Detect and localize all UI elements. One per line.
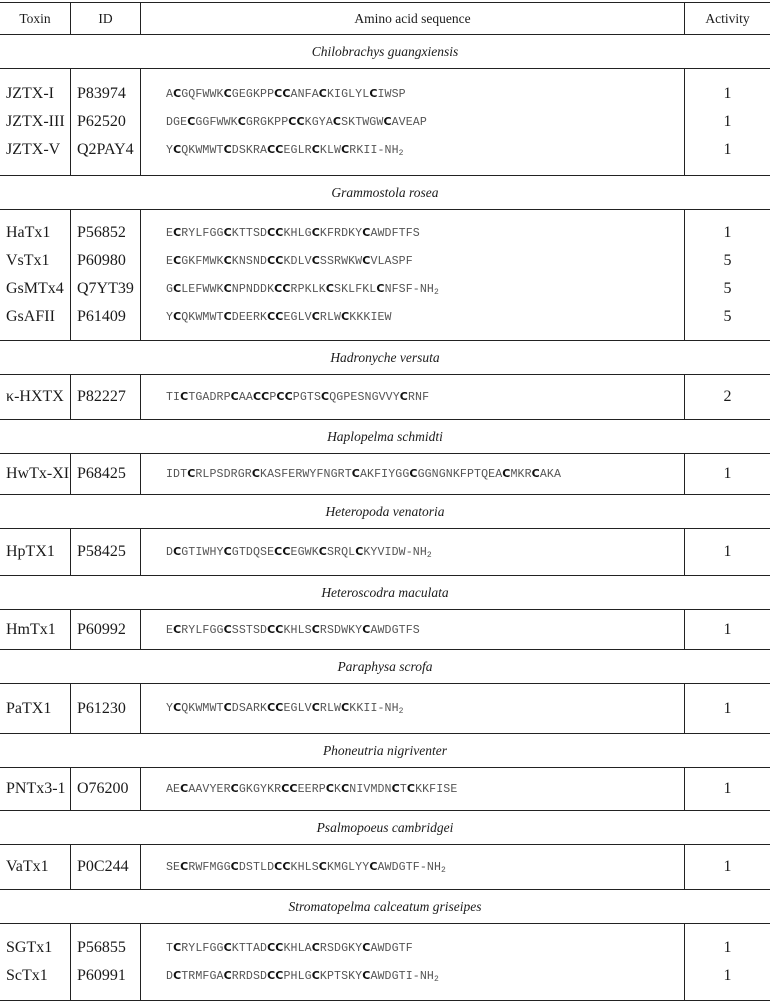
amino-acid-sequence bbox=[166, 80, 684, 108]
uniprot-id: P56852 bbox=[77, 224, 126, 241]
amino-acid-sequence bbox=[166, 219, 684, 247]
uniprot-id: P60991 bbox=[77, 967, 126, 984]
toxin-column bbox=[0, 375, 71, 419]
activity-value: 1 bbox=[723, 85, 732, 102]
sequence-text: DGECGGFWWKCGRGKPPCCKGYACSKTWGWCAVEAP bbox=[166, 115, 427, 129]
uniprot-id: P60992 bbox=[77, 620, 126, 638]
activity-value: 2 bbox=[723, 388, 732, 405]
uniprot-id: P58425 bbox=[77, 543, 126, 560]
species-group-header: Haplopelma schmidti bbox=[0, 420, 770, 454]
sequence-text: TCRYLFGGCKTTADCCKHLACRSDGKYCAWDGTF bbox=[166, 941, 413, 955]
toxin-name: κ-HXTX bbox=[6, 388, 64, 405]
uniprot-id: P61409 bbox=[77, 308, 126, 325]
toxin-name: ScTx1 bbox=[6, 967, 48, 984]
activity-value: 1 bbox=[723, 113, 732, 130]
sequence-column bbox=[141, 454, 685, 494]
toxin-column bbox=[0, 69, 71, 175]
toxin-column bbox=[0, 529, 71, 575]
sequence-column bbox=[141, 924, 685, 1000]
amino-acid-sequence bbox=[166, 538, 684, 566]
uniprot-id: O76200 bbox=[77, 780, 129, 797]
activity-column bbox=[685, 69, 770, 175]
species-group-header: Heteroscodra maculata bbox=[0, 576, 770, 610]
table-body bbox=[0, 35, 770, 1001]
species-group-header: Grammostola rosea bbox=[0, 176, 770, 210]
sequence-text: ECRYLFGGCSSTSDCCKHLSCRSDWKYCAWDGTFS bbox=[166, 622, 420, 637]
toxin-column bbox=[0, 924, 71, 1000]
amino-acid-sequence bbox=[166, 108, 684, 136]
activity-value: 5 bbox=[723, 308, 732, 325]
species-group-header: Chilobrachys guangxiensis bbox=[0, 35, 770, 69]
species-group-rows bbox=[0, 610, 770, 650]
species-group-header: Hadronyche versuta bbox=[0, 341, 770, 375]
sequence-text: DCTRMFGACRRDSDCCPHLGCKPTSKYCAWDGTI-$NH_2$ bbox=[166, 968, 439, 984]
activity-column bbox=[685, 924, 770, 1000]
activity-value: 1 bbox=[723, 465, 732, 482]
species-group-header: Phoneutria nigriventer bbox=[0, 734, 770, 768]
toxin-name: JZTX-I bbox=[6, 85, 54, 102]
sequence-column bbox=[141, 210, 685, 340]
id-column bbox=[71, 529, 141, 575]
amino-acid-sequence bbox=[166, 962, 684, 990]
toxin-column bbox=[0, 684, 71, 733]
species-group-header: Heteropoda venatoria bbox=[0, 495, 770, 529]
sequence-text: ACGQFWWKCGEGKPPCCANFACKIGLYLCIWSP bbox=[166, 87, 406, 101]
sequence-column bbox=[141, 684, 685, 733]
id-column bbox=[71, 845, 141, 889]
id-column bbox=[71, 768, 141, 810]
toxin-name: JZTX-III bbox=[6, 113, 65, 130]
uniprot-id: P56855 bbox=[77, 939, 126, 956]
toxin-table bbox=[0, 2, 770, 1001]
species-group-rows bbox=[0, 684, 770, 734]
id-column bbox=[71, 924, 141, 1000]
header-id: ID bbox=[71, 3, 141, 34]
uniprot-id: P62520 bbox=[77, 113, 126, 130]
uniprot-id: P68425 bbox=[77, 465, 126, 482]
species-group-header: Stromatopelma calceatum griseipes bbox=[0, 890, 770, 924]
species-group-rows bbox=[0, 924, 770, 1001]
activity-value: 5 bbox=[723, 280, 732, 297]
toxin-name: GsMTx4 bbox=[6, 280, 64, 297]
sequence-text: IDTCRLPSDRGRCKASFERWYFNGRTCAKFIYGGCGGNGNKFPTQEACMKRCAKA bbox=[166, 467, 562, 481]
activity-value: 1 bbox=[723, 543, 732, 560]
toxin-column bbox=[0, 610, 71, 649]
header-activity: Activity bbox=[705, 10, 750, 26]
sequence-column bbox=[141, 610, 685, 649]
amino-acid-sequence bbox=[166, 303, 684, 331]
id-column bbox=[71, 69, 141, 175]
activity-value: 1 bbox=[723, 141, 732, 158]
amino-acid-sequence bbox=[166, 460, 684, 488]
toxin-name: HaTx1 bbox=[6, 224, 51, 241]
activity-column bbox=[685, 845, 770, 889]
uniprot-id: P60980 bbox=[77, 252, 126, 269]
activity-value: 5 bbox=[723, 252, 732, 269]
header-toxin: Toxin bbox=[0, 3, 71, 34]
activity-column bbox=[685, 454, 770, 494]
uniprot-id: P0C244 bbox=[77, 858, 129, 875]
amino-acid-sequence bbox=[166, 934, 684, 962]
id-column bbox=[71, 210, 141, 340]
amino-acid-sequence bbox=[166, 383, 684, 411]
toxin-column bbox=[0, 454, 71, 494]
id-column bbox=[71, 610, 141, 649]
species-group-rows bbox=[0, 454, 770, 495]
id-column bbox=[71, 375, 141, 419]
sequence-text: ECRYLFGGCKTTSDCCKHLGCKFRDKYCAWDFTFS bbox=[166, 226, 420, 240]
toxin-name: GsAFII bbox=[6, 308, 55, 325]
species-group-rows bbox=[0, 768, 770, 811]
amino-acid-sequence bbox=[166, 247, 684, 275]
species-group-rows bbox=[0, 529, 770, 576]
activity-column bbox=[685, 210, 770, 340]
activity-column bbox=[685, 684, 770, 733]
activity-value: 1 bbox=[723, 858, 732, 875]
toxin-column bbox=[0, 210, 71, 340]
toxin-name: HmTx1 bbox=[6, 620, 56, 638]
sequence-column bbox=[141, 69, 685, 175]
uniprot-id: Q7YT39 bbox=[77, 280, 134, 297]
header-sequence: Amino acid sequence bbox=[141, 3, 685, 34]
sequence-column bbox=[141, 375, 685, 419]
sequence-text: GCLEFWWKCNPNDDKCCRPKLKCSKLFKLCNFSF-$NH_2$ bbox=[166, 281, 439, 297]
amino-acid-sequence bbox=[166, 275, 684, 303]
uniprot-id: Q2PAY4 bbox=[77, 141, 134, 158]
sequence-text: DCGTIWHYCGTDQSECCEGWKCSRQLCKYVIDW-$NH_2$ bbox=[166, 544, 432, 560]
toxin-name: HwTx-XI bbox=[6, 465, 70, 482]
species-group-rows bbox=[0, 210, 770, 341]
toxin-column bbox=[0, 768, 71, 810]
activity-value: 1 bbox=[723, 699, 732, 717]
sequence-text: YCQKWMWTCDSARKCCEGLVCRLWCKKII-$NH_2$ bbox=[166, 701, 404, 716]
species-group-rows bbox=[0, 845, 770, 890]
sequence-text: SECRWFMGGCDSTLDCCKHLSCKMGLYYCAWDGTF-$NH_2$ bbox=[166, 859, 446, 875]
toxin-name: PaTX1 bbox=[6, 699, 52, 717]
toxin-name: HpTX1 bbox=[6, 543, 55, 560]
sequence-column bbox=[141, 529, 685, 575]
amino-acid-sequence bbox=[166, 136, 684, 164]
activity-column bbox=[685, 375, 770, 419]
activity-value: 1 bbox=[723, 620, 732, 638]
activity-value: 1 bbox=[723, 780, 732, 797]
table-header bbox=[0, 3, 770, 35]
sequence-text: ECGKFMWKCKNSNDCCKDLVCSSRWKWCVLASPF bbox=[166, 254, 413, 268]
sequence-text: YCQKWMWTCDSKRACCEGLRCKLWCRKII-$NH_2$ bbox=[166, 142, 404, 158]
uniprot-id: P82227 bbox=[77, 388, 126, 405]
activity-value: 1 bbox=[723, 967, 732, 984]
activity-column bbox=[685, 529, 770, 575]
sequence-column bbox=[141, 768, 685, 810]
toxin-name: VaTx1 bbox=[6, 858, 49, 875]
toxin-name: VsTx1 bbox=[6, 252, 50, 269]
activity-value: 1 bbox=[723, 939, 732, 956]
species-group-rows bbox=[0, 69, 770, 176]
species-group-header: Psalmopoeus cambridgei bbox=[0, 811, 770, 845]
toxin-name: JZTX-V bbox=[6, 141, 61, 158]
amino-acid-sequence bbox=[166, 616, 684, 644]
amino-acid-sequence bbox=[166, 695, 684, 723]
species-group-rows bbox=[0, 375, 770, 420]
sequence-text: TICTGADRPCAACCPCCPGTSCQGPESNGVVYCRNF bbox=[166, 390, 430, 404]
amino-acid-sequence bbox=[166, 853, 684, 881]
activity-column bbox=[685, 610, 770, 649]
activity-value: 1 bbox=[723, 224, 732, 241]
id-column bbox=[71, 684, 141, 733]
activity-column bbox=[685, 768, 770, 810]
toxin-name: PNTx3-1 bbox=[6, 780, 66, 797]
uniprot-id: P83974 bbox=[77, 85, 126, 102]
sequence-text: AECAAVYERCGKGYKRCCEERPCKCNIVMDNCTCKKFISE bbox=[166, 782, 458, 796]
toxin-column bbox=[0, 845, 71, 889]
sequence-text: YCQKWMWTCDEERKCCEGLVCRLWCKKKIEW bbox=[166, 310, 392, 324]
uniprot-id: P61230 bbox=[77, 699, 126, 717]
toxin-name: SGTx1 bbox=[6, 939, 53, 956]
id-column bbox=[71, 454, 141, 494]
species-group-header: Paraphysa scrofa bbox=[0, 650, 770, 684]
amino-acid-sequence bbox=[166, 775, 684, 803]
sequence-column bbox=[141, 845, 685, 889]
